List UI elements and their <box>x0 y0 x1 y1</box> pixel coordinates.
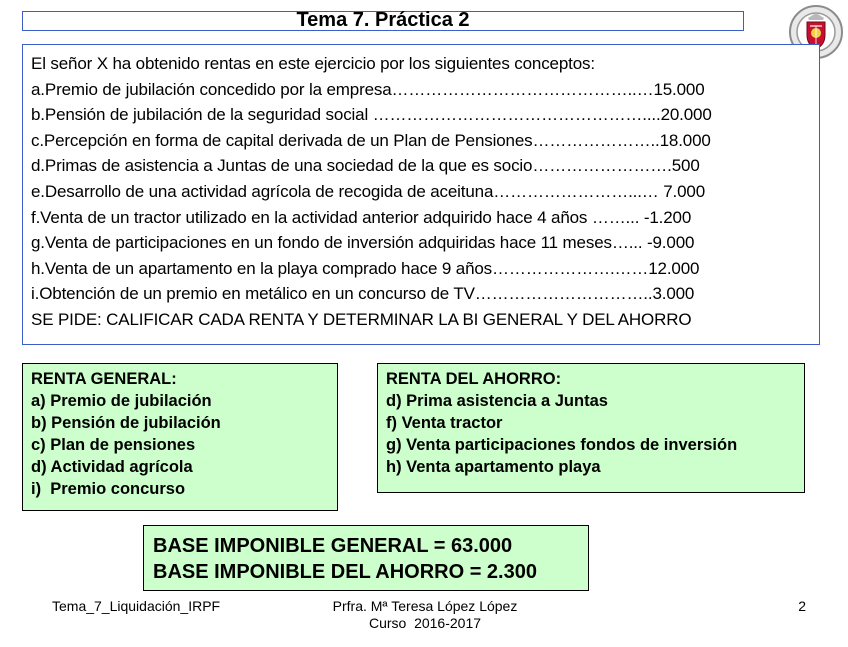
renta-ahorro-item: d) Prima asistencia a Juntas <box>386 392 608 410</box>
page-number: 2 <box>798 598 806 614</box>
renta-general-heading: RENTA GENERAL: <box>31 370 177 388</box>
renta-general-item: d) Actividad agrícola <box>31 458 193 476</box>
income-item-g: g.Venta de participaciones en un fondo de inversión adquiridas hace 11 meses…... -9.000 <box>31 233 695 253</box>
income-item-b: b.Pensión de jubilación de la seguridad social …………………………………………....20.000 <box>31 105 712 125</box>
income-item-d: d.Primas de asistencia a Juntas de una sociedad de la que es socio…………………….500 <box>31 156 700 176</box>
bases-imponibles-box <box>143 525 589 591</box>
income-item-h: h.Venta de un apartamento en la playa comprado hace 9 años………………….……12.000 <box>31 258 700 278</box>
page-title: Tema 7. Práctica 2 <box>296 9 470 31</box>
renta-ahorro-item: g) Venta participaciones fondos de inversión <box>386 436 738 454</box>
problem-task: SE PIDE: CALIFICAR CADA RENTA Y DETERMINAR LA BI GENERAL Y DEL AHORRO <box>31 309 692 329</box>
renta-general-item: i) Premio concurso <box>31 480 186 498</box>
footer-filename: Tema_7_Liquidación_IRPF <box>52 598 221 614</box>
income-item-e: e.Desarrollo de una actividad agrícola de recogida de aceituna……………………...… 7.000 <box>31 181 706 201</box>
renta-ahorro-item: h) Venta apartamento playa <box>386 458 601 476</box>
renta-general-item: a) Premio de jubilación <box>31 392 212 410</box>
footer-teacher: Prfra. Mª Teresa López López <box>332 598 518 614</box>
renta-ahorro-item: f) Venta tractor <box>386 414 503 432</box>
footer-author <box>300 598 550 632</box>
renta-general-item: b) Pensión de jubilación <box>31 414 221 432</box>
problem-intro: El señor X ha obtenido rentas en este ejercicio por los siguientes conceptos: <box>31 54 595 73</box>
renta-ahorro-box <box>377 363 805 493</box>
renta-general-box <box>22 363 338 511</box>
base-general: BASE IMPONIBLE GENERAL = 63.000 <box>153 535 513 557</box>
renta-ahorro-heading: RENTA DEL AHORRO: <box>386 370 562 388</box>
income-item-i: i.Obtención de un premio en metálico en un concurso de TV…………………………..3.000 <box>31 284 695 304</box>
title-bar <box>22 11 744 31</box>
footer-course: Curso 2016-2017 <box>368 615 482 631</box>
income-item-f: f.Venta de un tractor utilizado en la actividad anterior adquirido hace 4 años ……... -1.200 <box>31 207 692 227</box>
base-ahorro: BASE IMPONIBLE DEL AHORRO = 2.300 <box>153 561 537 583</box>
income-item-c: c.Percepción en forma de capital derivada de un Plan de Pensiones…………………..18.000 <box>31 130 711 150</box>
problem-statement <box>22 44 820 345</box>
renta-general-item: c) Plan de pensiones <box>31 436 196 454</box>
income-item-a: a.Premio de jubilación concedido por la empresa……………………………………..…15.000 <box>31 79 705 99</box>
